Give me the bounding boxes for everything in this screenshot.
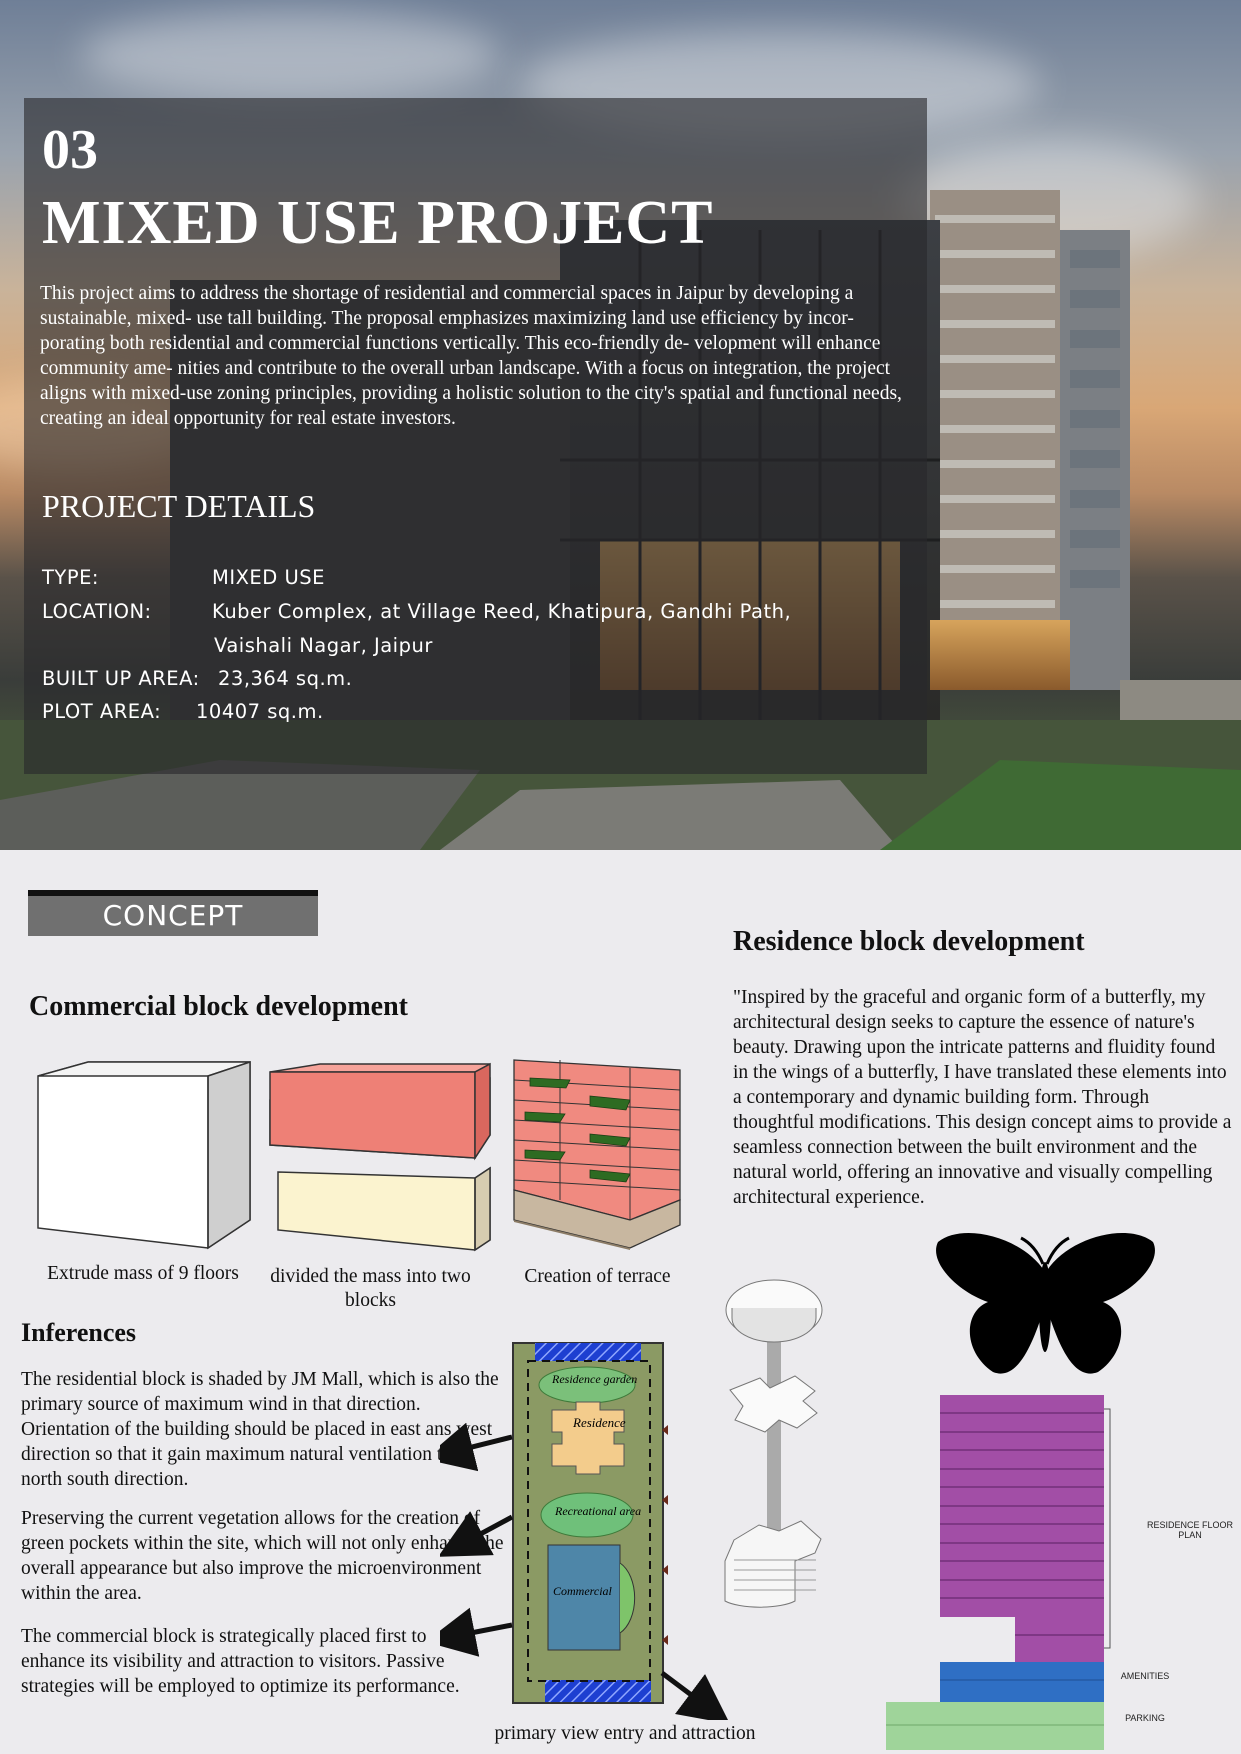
commercial-heading: Commercial block development — [29, 991, 408, 1022]
butterfly-icon — [933, 1232, 1158, 1392]
parking-label: PARKING — [1125, 1713, 1165, 1723]
residence-garden-label: Residence garden — [552, 1372, 638, 1386]
massing-diagrams — [30, 1050, 690, 1260]
inference-paragraph-3: The commercial block is strategically placed first to enhance its visibility and attraction to visitors. Passive strategies will be employed to optimize its performance. — [21, 1626, 460, 1697]
caption-extrude: Extrude mass of 9 floors — [47, 1263, 239, 1284]
project-number: 03 — [42, 119, 98, 181]
location-label: LOCATION: — [42, 600, 152, 623]
divided-mass-diagram — [270, 1064, 490, 1250]
plot-area-value: 10407 sq.m. — [196, 700, 324, 723]
building-section-diagram — [880, 1395, 1140, 1750]
caption-divided: divided the mass into two blocks — [270, 1266, 471, 1311]
project-title: MIXED USE PROJECT — [42, 189, 714, 257]
concept-label: CONCEPT — [28, 896, 318, 936]
residence-label: Residence — [573, 1415, 626, 1430]
type-label: TYPE: — [42, 566, 99, 589]
built-up-area-value: 23,364 sq.m. — [218, 667, 353, 690]
residence-floor-plan-label: RESIDENCE FLOOR PLAN — [1146, 1520, 1233, 1540]
residence-form-evolution — [720, 1270, 830, 1610]
project-description: This project aims to address the shortage of residential and commercial spaces in Jaipur by developing a sustainable, mixed- use tall building. The proposal emphasizes maximizing land use efficiency by incor- porating both residential and commercial functions vertically. This eco-friendly de- velopment will enhance community ame- nities and contribute to the overall urban landscape. With a focus on integration, the project aligns with mixed-use zoning principles, providing a holistic solution to the city's spatial and functional needs, creating an ideal opportunity for real estate investors. — [40, 283, 902, 429]
inferences-heading: Inferences — [21, 1318, 137, 1347]
site-plan-caption: primary view entry and attraction — [494, 1723, 756, 1744]
recreational-area-label: Recreational area — [555, 1504, 642, 1518]
project-details-heading: PROJECT DETAILS — [42, 488, 316, 524]
site-plan-diagram — [440, 1335, 740, 1720]
residence-concept-text: "Inspired by the graceful and organic form of a butterfly, my architectural design seeks to capture the essence of nature's beauty. Drawing upon the intricate patterns and fluidity found in the wings of a butterfly, I have translated these elements into a contemporary and dynamic building form. Through thoughtful modifications. This design concept aims to provide a seamless connection between the built environment and the natural world, offering an innovative and visually compelling architectural experience. — [733, 987, 1232, 1208]
inference-paragraph-1: The residential block is shaded by JM Mall, which is also the primary source of maximum wind in that direction. Orientation of the building should be placed in east ans west direction so that it gain maximum natural ventilation than north south direction. — [21, 1369, 499, 1490]
extruded-mass-diagram — [38, 1062, 250, 1248]
location-value-line2: Vaishali Nagar, Jaipur — [214, 634, 433, 657]
plot-area-label: PLOT AREA: — [42, 700, 162, 723]
built-up-area-label: BUILT UP AREA: — [42, 667, 200, 690]
commercial-label: Commercial — [553, 1584, 612, 1598]
caption-terrace: Creation of terrace — [524, 1266, 671, 1287]
residence-heading: Residence block development — [733, 926, 1085, 957]
terrace-diagram — [514, 1060, 680, 1250]
inference-paragraph-2: Preserving the current vegetation allows for the creation of green pockets within the site, which will not only enhance the overall appearance but also improve the microenvironment within the area. — [21, 1508, 504, 1604]
type-value: MIXED USE — [212, 566, 325, 589]
amenities-label: AMENITIES — [1120, 1671, 1170, 1681]
location-value-line1: Kuber Complex, at Village Reed, Khatipura, Gandhi Path, — [212, 600, 792, 623]
